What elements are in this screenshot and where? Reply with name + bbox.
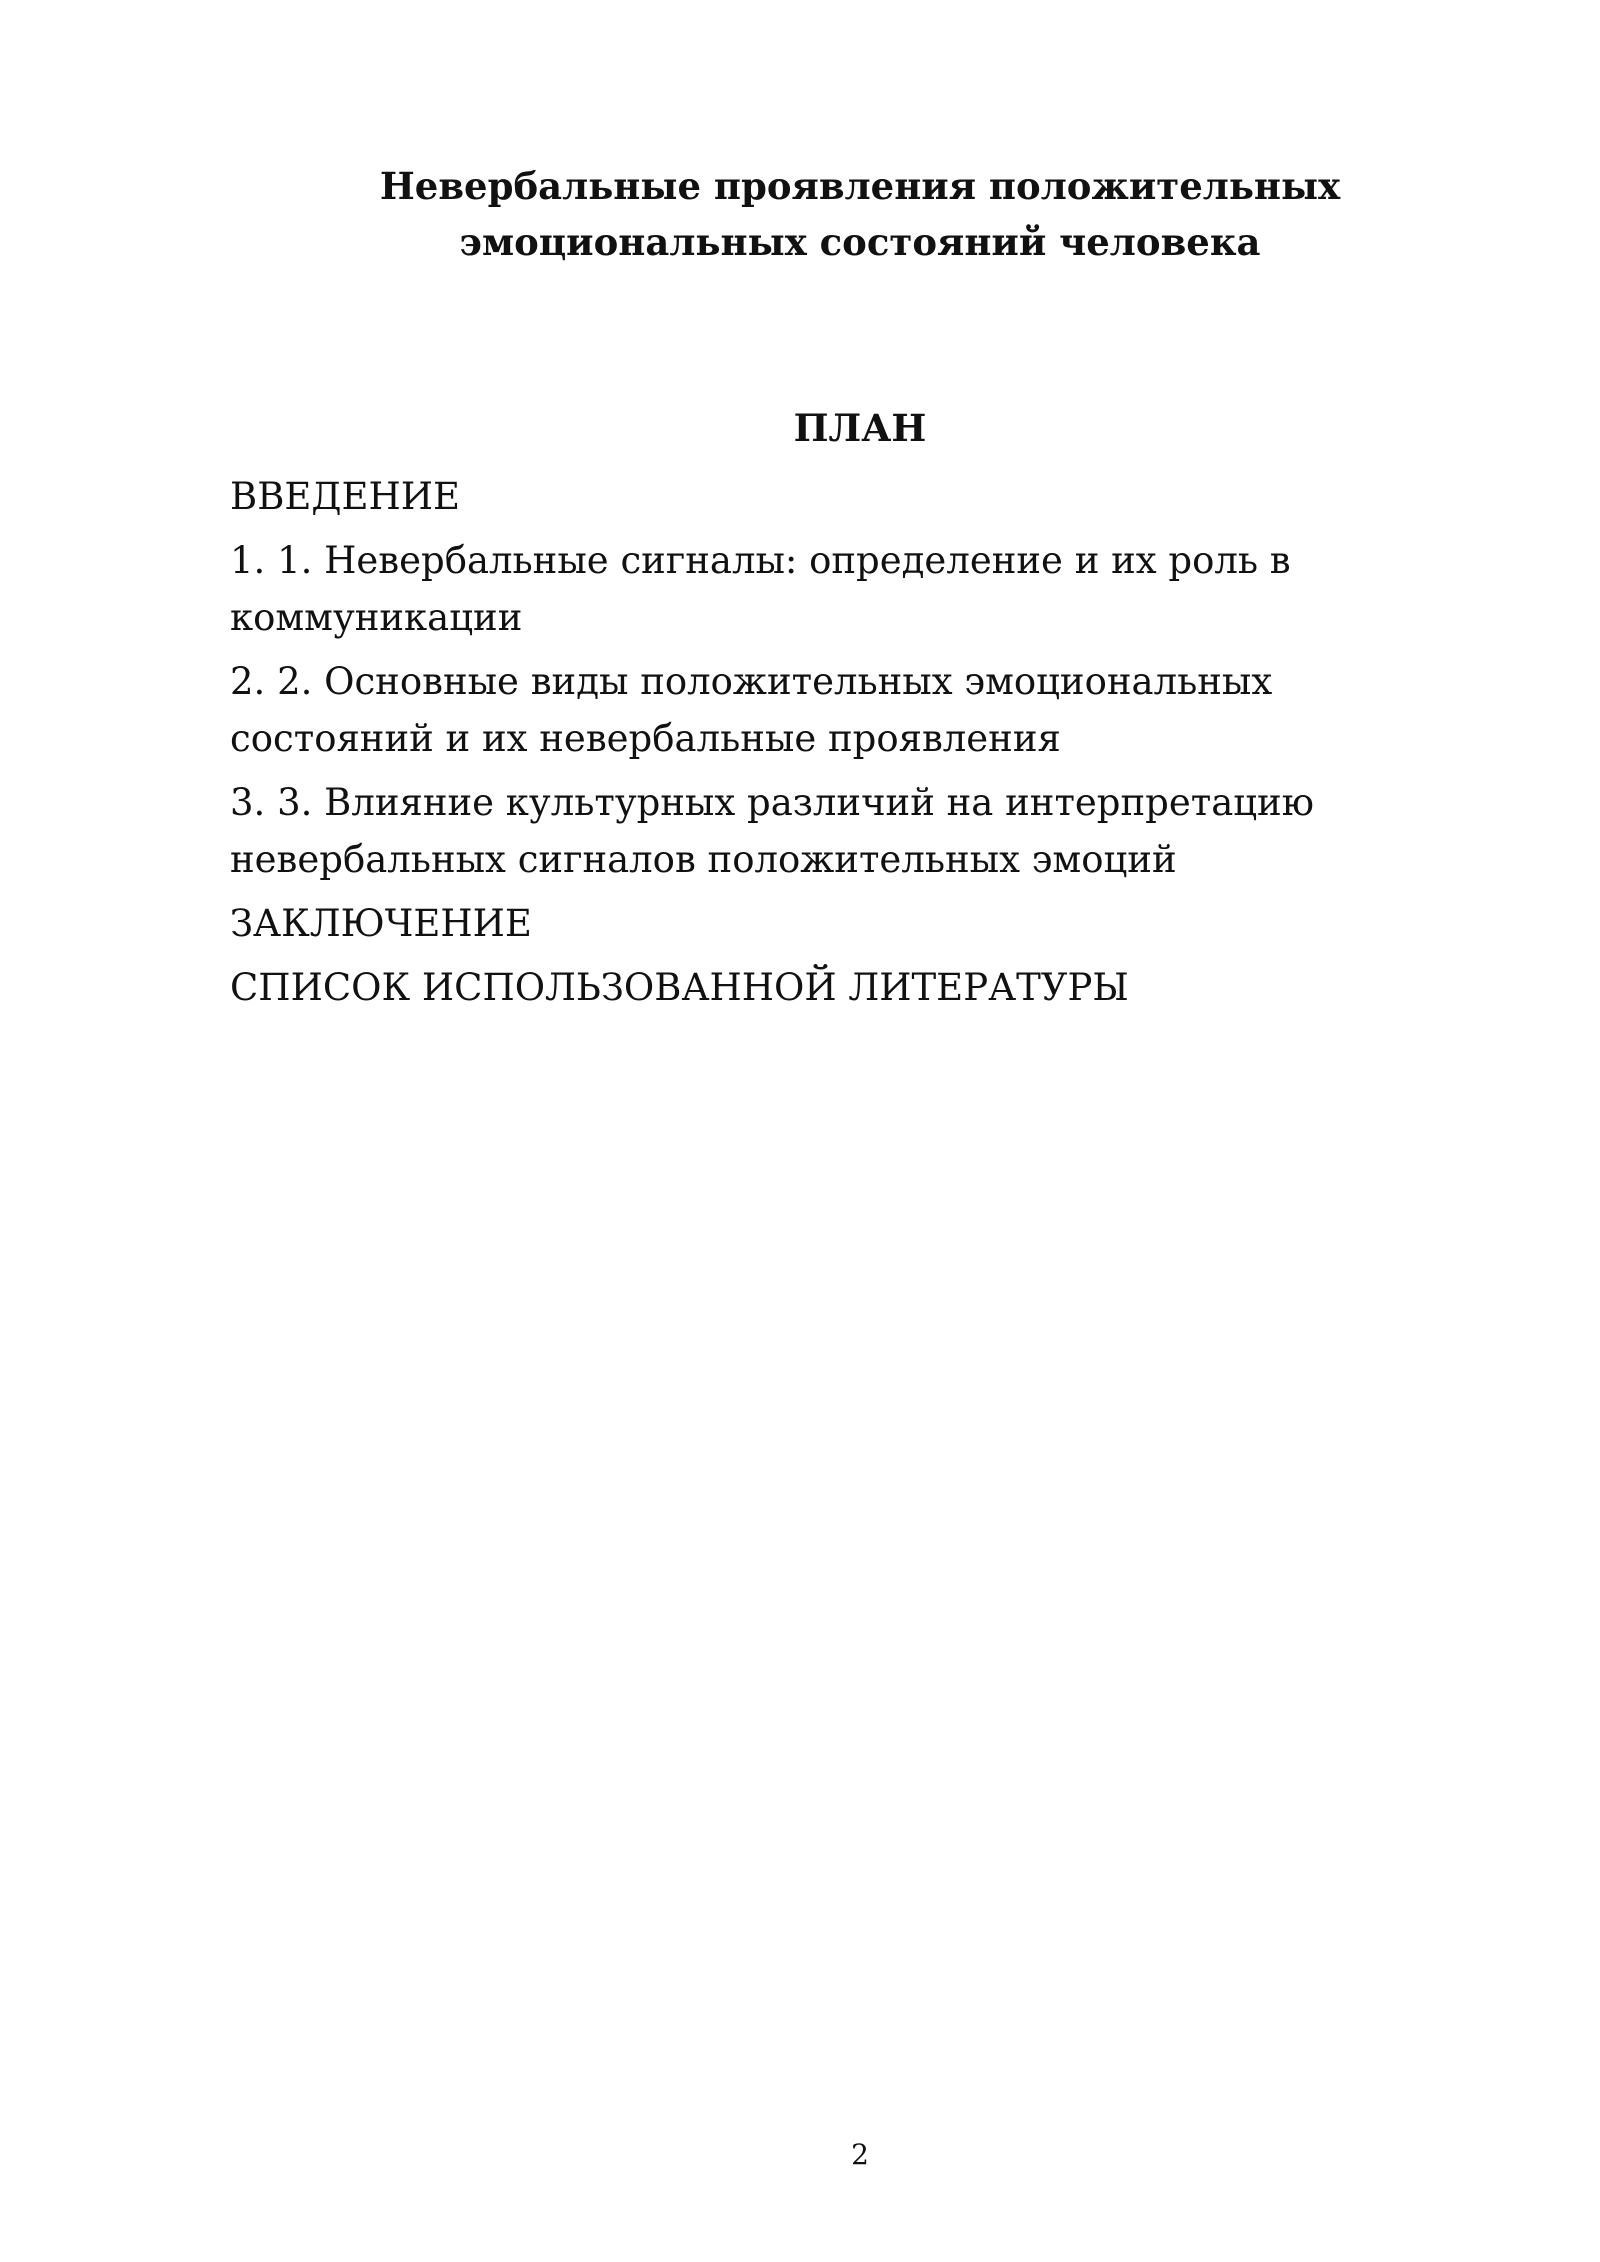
document-title — [330, 158, 1390, 270]
document-title-line-2: эмоциональных состояний человека — [459, 220, 1261, 264]
plan-heading: ПЛАН — [793, 406, 927, 450]
page-number: 2 — [851, 2138, 869, 2171]
toc-item-introduction: ВВЕДЕНИЕ — [230, 475, 461, 518]
toc-item-conclusion: ЗАКЛЮЧЕНИЕ — [230, 902, 532, 945]
toc-item-section-2: 2. 2. Основные виды положительных эмоциональных состояний и их невербальные проявления — [230, 660, 1273, 760]
toc-item-section-1: 1. 1. Невербальные сигналы: определение и их роль в коммуникации — [230, 539, 1291, 639]
document-title-line-1: Невербальные проявления положительных — [379, 164, 1341, 208]
table-of-contents — [230, 468, 1390, 1023]
toc-item-section-3: 3. 3. Влияние культурных различий на интерпретацию невербальных сигналов положительных эмоций — [230, 781, 1314, 881]
toc-item-references: СПИСОК ИСПОЛЬЗОВАННОЙ ЛИТЕРАТУРЫ — [230, 966, 1129, 1009]
